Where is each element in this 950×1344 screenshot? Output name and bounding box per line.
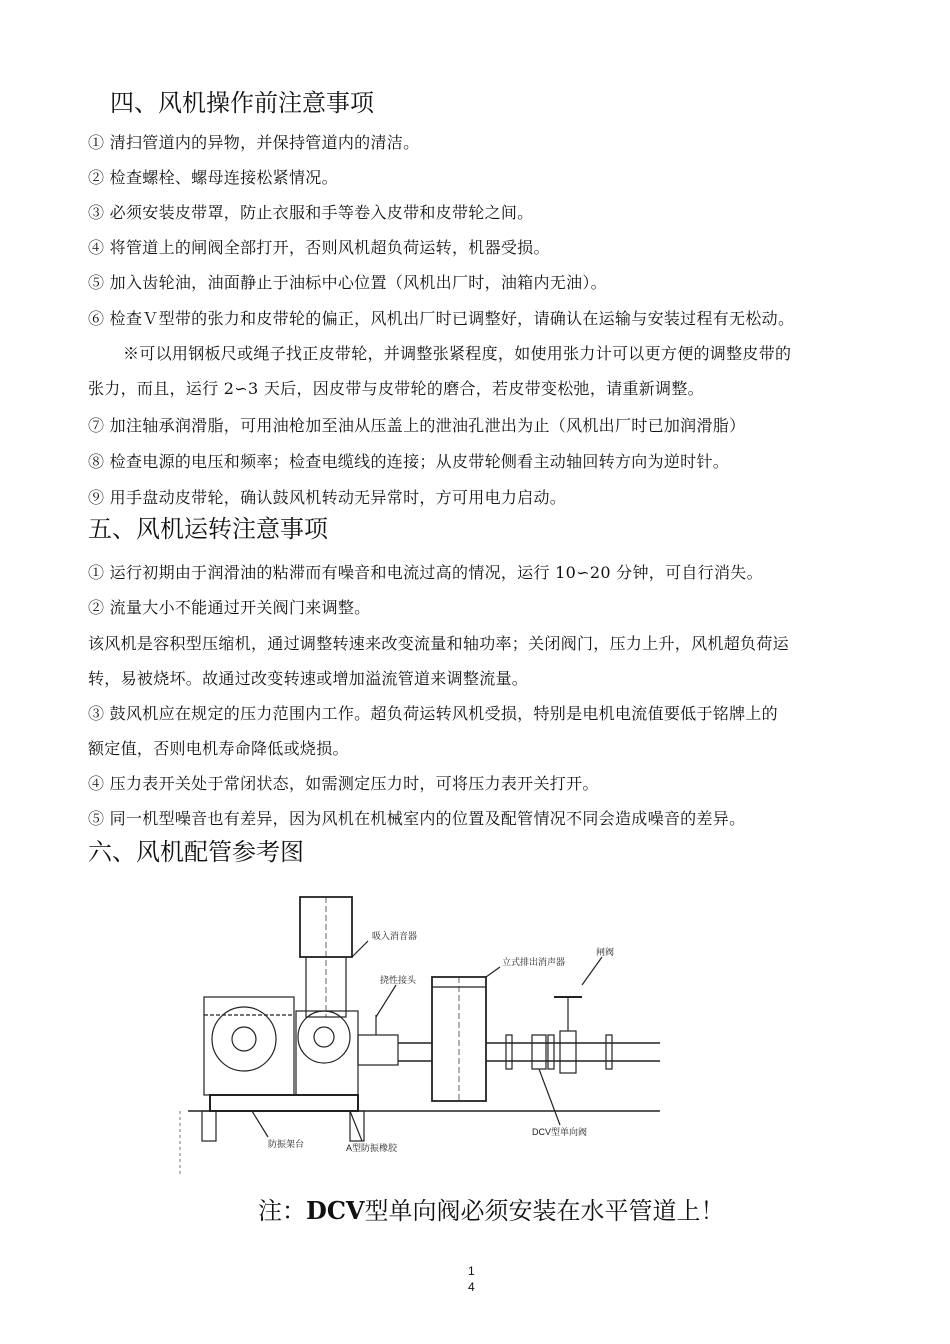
sec5-para-line-2: 转，易被烧坏。故通过改变转速或增加溢流管道来调整流量。 [88,669,529,688]
diagram-note [258,1196,725,1226]
section-6-title: 六、风机配管参考图 [88,838,304,866]
section-4-title: 四、风机操作前注意事项 [110,89,374,117]
note-rest: 型单向阀必须安装在水平管道上！ [364,1197,725,1225]
sec4-item-7: ⑦ 加注轴承润滑脂，可用油枪加至油从压盖上的泄油孔泄出为止（风机出厂时已加润滑脂） [88,416,746,435]
flex-joint [358,1035,398,1065]
sec4-item-2: ② 检查螺栓、螺母连接松紧情况。 [88,168,338,187]
label-gate-valve: 闸阀 [596,947,615,957]
label-flex-joint: 挠性接头 [380,975,417,985]
blower-rotor [298,1011,350,1063]
blower-body [296,1011,358,1095]
sec4-item-3: ③ 必须安装皮带罩，防止衣服和手等卷入皮带和皮带轮之间。 [88,203,534,222]
sec4-note-line-2: 张力，而且，运行 2∽3 天后，因皮带与皮带轮的磨合，若皮带变松弛，请重新调整。 [88,379,704,398]
sec5-item-5: ⑤ 同一机型噪音也有差异，因为风机在机械室内的位置及配管情况不同会造成噪音的差异。 [88,809,746,828]
gate-valve [560,1031,576,1073]
label-vertical-silencer: 立式排出消声器 [502,957,566,967]
base-frame [210,1095,358,1111]
motor [204,997,294,1095]
sec4-item-9: ⑨ 用手盘动皮带轮，确认鼓风机转动无异常时，方可用电力启动。 [88,488,567,507]
note-prefix: 注： [258,1197,306,1225]
sec5-item-4: ④ 压力表开关处于常闭状态，如需测定压力时，可将压力表开关打开。 [88,774,599,793]
sec5-item-3-line-2: 额定值，否则电机寿命降低或烧损。 [88,739,349,758]
sec5-item-2: ② 流量大小不能通过开关阀门来调整。 [88,598,371,617]
check-valve [532,1035,546,1069]
sec4-item-4: ④ 将管道上的闸阀全部打开，否则风机超负荷运转，机器受损。 [88,238,550,257]
label-check-valve: DCV型单向阀 [532,1127,588,1137]
label-base: 防振架台 [268,1139,305,1149]
motor-pulley [212,1007,276,1071]
sec4-note-line-1: ※可以用钢板尺或绳子找正皮带轮，并调整张紧程度，如使用张力计可以更方便的调整皮带的 [123,344,792,363]
label-rubber: A型防振橡胶 [346,1143,398,1153]
sec4-item-8: ⑧ 检查电源的电压和频率；检查电缆线的连接；从皮带轮侧看主动轴回转方向为逆时针。 [88,452,730,471]
sec4-item-1: ① 清扫管道内的异物，并保持管道内的清洁。 [88,133,420,152]
sec4-item-6: ⑥ 检查Ｖ型带的张力和皮带轮的偏正，风机出厂时已调整好，请确认在运输与安装过程有无松动。 [88,309,795,328]
note-bold: DCV [306,1196,365,1225]
label-intake-silencer: 吸入消音器 [372,931,418,941]
piping-reference-diagram [140,885,680,1185]
sec5-item-1: ① 运行初期由于润滑油的粘滞而有噪音和电流过高的情况，运行 10∽20 分钟，可自行消失。 [88,563,763,582]
sec5-para-line-1: 该风机是容积型压缩机，通过调整转速来改变流量和轴功率；关闭阀门，压力上升，风机超负荷运 [88,634,789,653]
section-5-title: 五、风机运转注意事项 [88,515,328,543]
sec5-item-3-line-1: ③ 鼓风机应在规定的压力范围内工作。超负荷运转风机受损，特别是电机电流值要低于铭牌上的 [88,704,778,723]
page-number-bottom: 4 [468,1280,475,1294]
page-number-top: 1 [468,1264,475,1278]
sec4-item-5: ⑤ 加入齿轮油，油面静止于油标中心位置（风机出厂时，油箱内无油）。 [88,273,607,292]
